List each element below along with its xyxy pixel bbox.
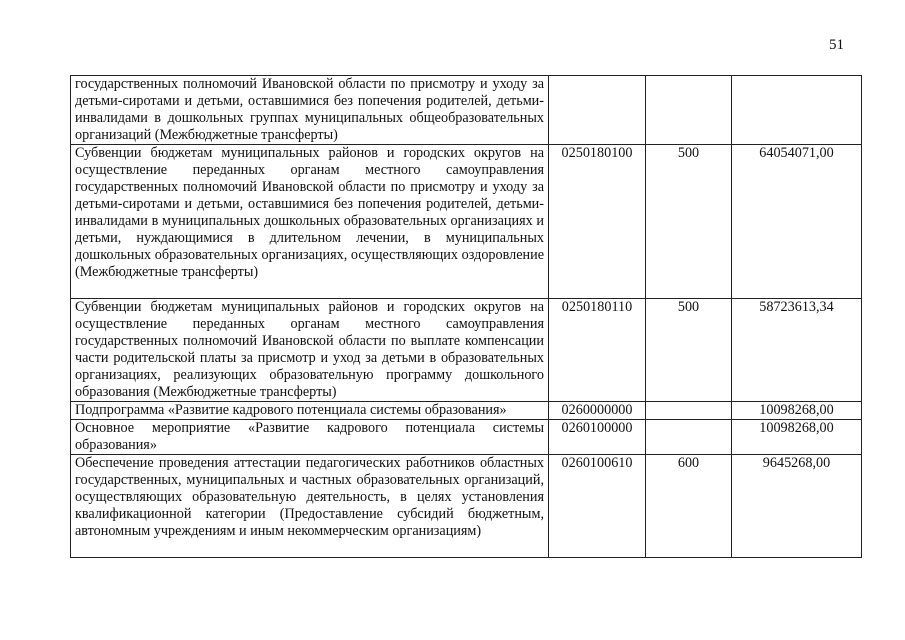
row-description: Субвенции бюджетам муниципальных районов и городских округов на осуществление переданных органам местного самоуправления государственных полномочий Ивановской области по присмотру и уходу за детьми-сиротами и детьми, оставшимися без попечения родителей, детьми-инвалидами в муниципальных дошкольных образовательных организациях и детьми, нуждающимися в длительном лечении, в муниципальных дошкольных образовательных организациях, осуществляющих оздоровление (Межбюджетные трансферты) (71, 145, 549, 299)
row-description: Обеспечение проведения аттестации педагогических работников областных государственных, муниципальных и частных образовательных организаций, осуществляющих образовательную деятельность, в целях установления квалификационной категории (Предоставление субсидий бюджетным, автономным учреждениям и иным некоммерческим организациям) (71, 455, 549, 558)
row-description: государственных полномочий Ивановской области по присмотру и уходу за детьми-сиротами и детьми, оставшимися без попечения родителей, детьми-инвалидами в дошкольных группах муниципальных общеобразовательных организаций (Межбюджетные трансферты) (71, 76, 549, 145)
row-expense-type (646, 76, 732, 145)
row-amount: 9645268,00 (732, 455, 862, 558)
row-amount: 10098268,00 (732, 402, 862, 420)
table-row (71, 402, 862, 420)
row-amount: 64054071,00 (732, 145, 862, 299)
row-expense-type: 500 (646, 145, 732, 299)
row-expense-type (646, 420, 732, 455)
row-target-code (549, 76, 646, 145)
row-description: Основное мероприятие «Развитие кадрового потенциала системы образования» (71, 420, 549, 455)
row-amount: 58723613,34 (732, 299, 862, 402)
row-target-code: 0250180100 (549, 145, 646, 299)
table-row (71, 420, 862, 455)
row-target-code: 0260000000 (549, 402, 646, 420)
row-description: Подпрограмма «Развитие кадрового потенциала системы образования» (71, 402, 549, 420)
row-description: Субвенции бюджетам муниципальных районов и городских округов на осуществление переданных органам местного самоуправления государственных полномочий Ивановской области по выплате компенсации части родительской платы за присмотр и уход за детьми в образовательных организациях, реализующих образовательную программу дошкольного образования (Межбюджетные трансферты) (71, 299, 549, 402)
page-number: 51 (829, 37, 844, 53)
table-row (71, 299, 862, 402)
row-target-code: 0260100610 (549, 455, 646, 558)
table-row (71, 76, 862, 145)
table-row (71, 455, 862, 558)
row-target-code: 0260100000 (549, 420, 646, 455)
row-expense-type (646, 402, 732, 420)
row-amount (732, 76, 862, 145)
table-row (71, 145, 862, 299)
row-expense-type: 500 (646, 299, 732, 402)
row-target-code: 0250180110 (549, 299, 646, 402)
row-expense-type: 600 (646, 455, 732, 558)
row-amount: 10098268,00 (732, 420, 862, 455)
budget-table (70, 75, 862, 558)
